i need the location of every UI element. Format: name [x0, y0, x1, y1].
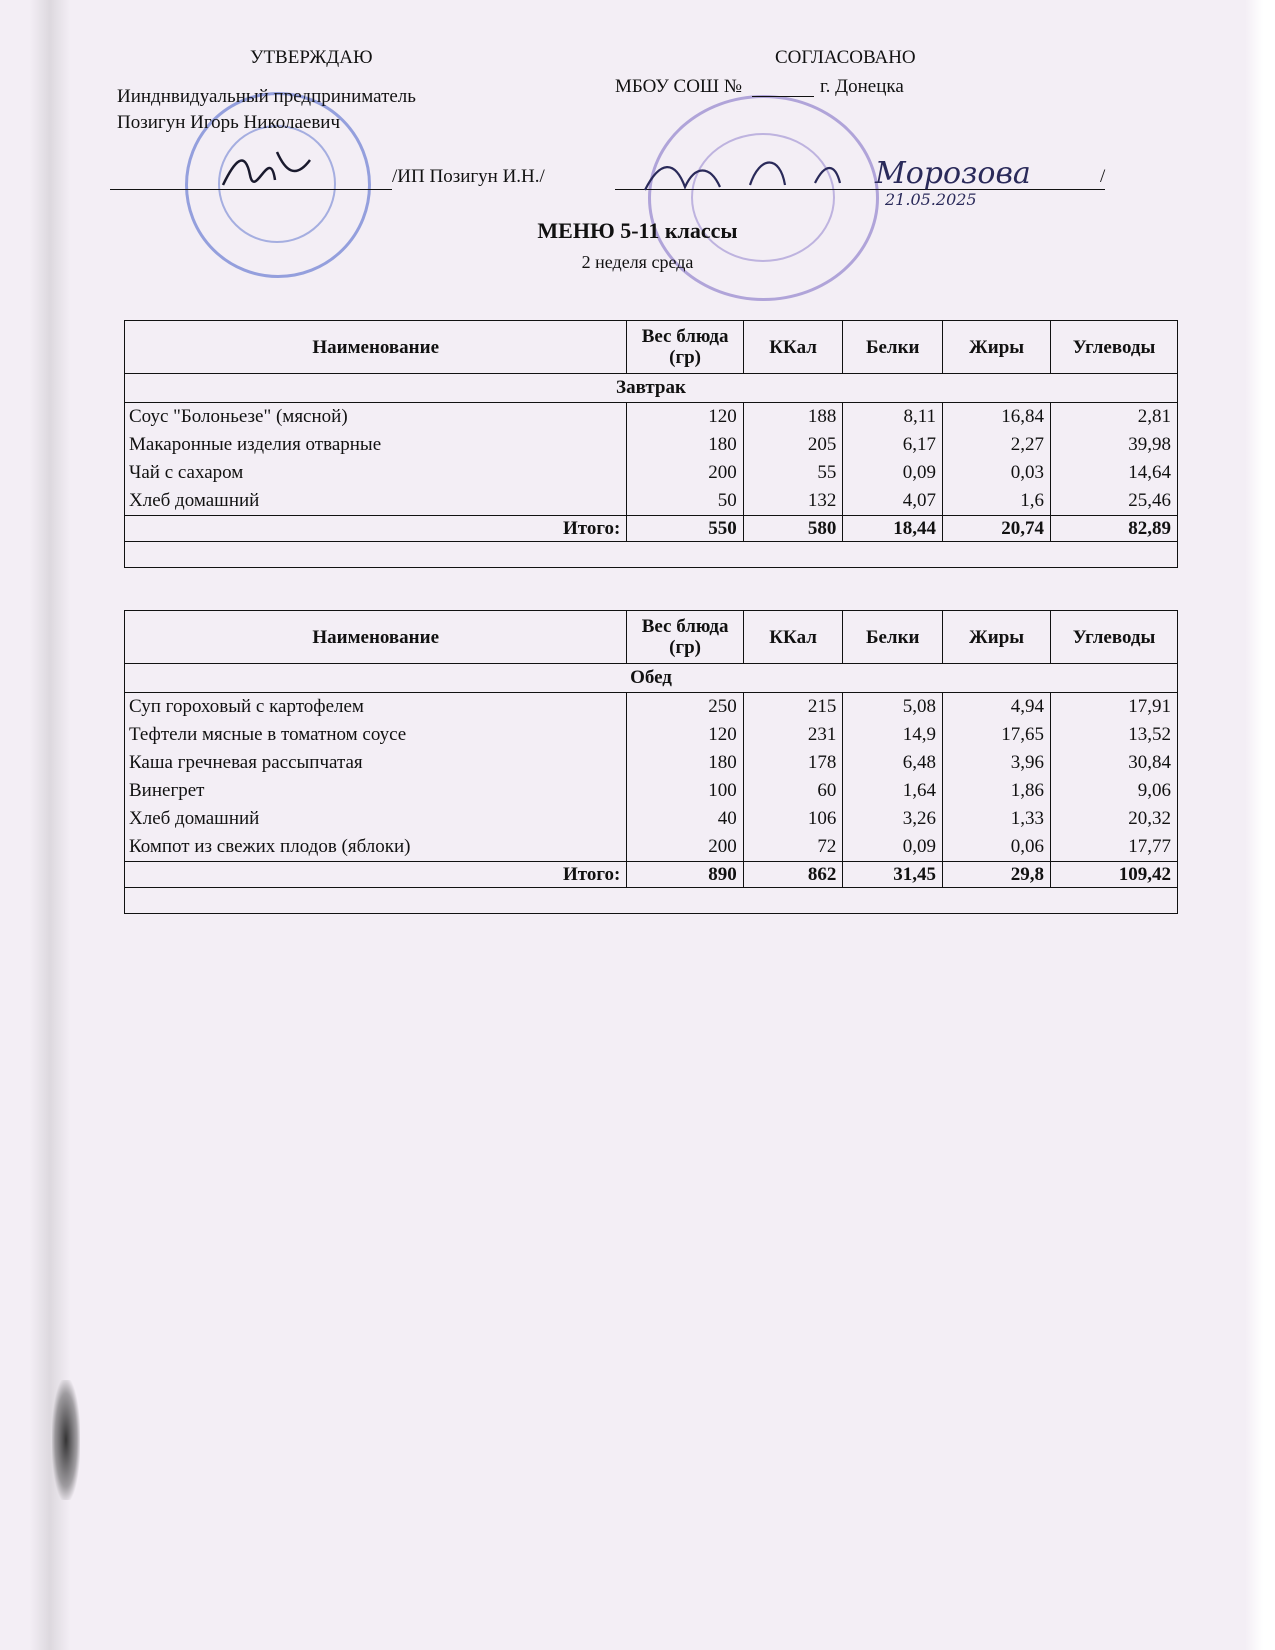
agree-signature-text: Морозова	[875, 156, 1031, 191]
total-fat: 20,74	[943, 516, 1051, 542]
total-protein: 31,45	[843, 862, 943, 888]
total-fat: 29,8	[943, 862, 1051, 888]
dish-protein: 14,9	[843, 721, 943, 749]
dish-weight: 250	[627, 693, 743, 722]
col-carbs: Углеводы	[1051, 321, 1178, 374]
col-weight: Вес блюда (гр)	[627, 611, 743, 664]
col-name: Наименование	[125, 611, 627, 664]
dish-protein: 3,26	[843, 805, 943, 833]
dish-kcal: 72	[743, 833, 843, 862]
dish-weight: 200	[627, 459, 743, 487]
dish-kcal: 55	[743, 459, 843, 487]
dish-kcal: 188	[743, 403, 843, 432]
dish-name: Компот из свежих плодов (яблоки)	[125, 833, 627, 862]
dish-name: Винегрет	[125, 777, 627, 805]
dish-fat: 3,96	[943, 749, 1051, 777]
dish-kcal: 132	[743, 487, 843, 516]
dish-carbs: 39,98	[1051, 431, 1178, 459]
total-kcal: 862	[743, 862, 843, 888]
dish-protein: 0,09	[843, 833, 943, 862]
dish-weight: 40	[627, 805, 743, 833]
col-protein: Белки	[843, 611, 943, 664]
approve-signature	[215, 140, 325, 195]
dish-carbs: 13,52	[1051, 721, 1178, 749]
scan-edge	[1245, 0, 1275, 1650]
dish-fat: 1,86	[943, 777, 1051, 805]
dish-fat: 0,06	[943, 833, 1051, 862]
approve-title: УТВЕРЖДАЮ	[250, 47, 373, 68]
total-weight: 550	[627, 516, 743, 542]
page-title: МЕНЮ 5-11 классы	[537, 218, 738, 243]
dish-weight: 100	[627, 777, 743, 805]
dish-weight: 120	[627, 403, 743, 432]
dish-weight: 180	[627, 749, 743, 777]
page-subtitle: 2 неделя среда	[581, 252, 694, 272]
dish-weight: 200	[627, 833, 743, 862]
table-header	[125, 611, 1178, 664]
dish-fat: 4,94	[943, 693, 1051, 722]
agree-signature	[640, 145, 1080, 210]
dish-carbs: 17,91	[1051, 693, 1178, 722]
dish-weight: 50	[627, 487, 743, 516]
table-row	[125, 459, 1178, 487]
total-carbs: 109,42	[1051, 862, 1178, 888]
dish-fat: 17,65	[943, 721, 1051, 749]
dish-fat: 2,27	[943, 431, 1051, 459]
agree-sign-end: /	[1100, 166, 1106, 187]
col-carbs: Углеводы	[1051, 611, 1178, 664]
section-label: Обед	[125, 664, 1178, 693]
dish-carbs: 2,81	[1051, 403, 1178, 432]
table-row	[125, 805, 1178, 833]
approve-sign-name: /ИП Позигун И.Н./	[392, 166, 545, 187]
agree-line1: МБОУ СОШ №	[615, 76, 742, 97]
section-row	[125, 664, 1178, 693]
dish-fat: 0,03	[943, 459, 1051, 487]
dish-fat: 1,6	[943, 487, 1051, 516]
section-row	[125, 374, 1178, 403]
total-kcal: 580	[743, 516, 843, 542]
dish-carbs: 17,77	[1051, 833, 1178, 862]
total-row	[125, 516, 1178, 542]
col-name: Наименование	[125, 321, 627, 374]
dish-kcal: 178	[743, 749, 843, 777]
table-row	[125, 721, 1178, 749]
approve-line1: Иинднвидуальный предприниматель	[117, 86, 416, 107]
table-row	[125, 693, 1178, 722]
col-kcal: ККал	[743, 611, 843, 664]
total-label: Итого:	[125, 862, 627, 888]
blank-row	[125, 542, 1178, 568]
dish-carbs: 9,06	[1051, 777, 1178, 805]
table-row	[125, 487, 1178, 516]
breakfast-table	[124, 320, 1178, 568]
approve-line2: Позигун Игорь Николаевич	[117, 112, 341, 133]
agree-line1-suffix: г. Донецка	[820, 76, 904, 97]
dish-protein: 6,48	[843, 749, 943, 777]
dish-carbs: 30,84	[1051, 749, 1178, 777]
table-header	[125, 321, 1178, 374]
dish-fat: 16,84	[943, 403, 1051, 432]
total-carbs: 82,89	[1051, 516, 1178, 542]
table-row	[125, 403, 1178, 432]
col-protein: Белки	[843, 321, 943, 374]
dish-name: Хлеб домашний	[125, 487, 627, 516]
total-weight: 890	[627, 862, 743, 888]
dish-carbs: 20,32	[1051, 805, 1178, 833]
table-row	[125, 833, 1178, 862]
scan-blot	[52, 1380, 80, 1500]
dish-kcal: 205	[743, 431, 843, 459]
dish-kcal: 215	[743, 693, 843, 722]
dish-protein: 1,64	[843, 777, 943, 805]
dish-kcal: 60	[743, 777, 843, 805]
dish-name: Макаронные изделия отварные	[125, 431, 627, 459]
col-weight: Вес блюда (гр)	[627, 321, 743, 374]
dish-protein: 6,17	[843, 431, 943, 459]
dish-name: Тефтели мясные в томатном соусе	[125, 721, 627, 749]
dish-kcal: 106	[743, 805, 843, 833]
dish-protein: 0,09	[843, 459, 943, 487]
dish-protein: 8,11	[843, 403, 943, 432]
dish-name: Суп гороховый с картофелем	[125, 693, 627, 722]
dish-protein: 4,07	[843, 487, 943, 516]
dish-fat: 1,33	[943, 805, 1051, 833]
dish-name: Чай с сахаром	[125, 459, 627, 487]
dish-weight: 120	[627, 721, 743, 749]
agree-title: СОГЛАСОВАНО	[775, 47, 916, 68]
table-row	[125, 777, 1178, 805]
col-fat: Жиры	[943, 611, 1051, 664]
col-fat: Жиры	[943, 321, 1051, 374]
dish-carbs: 25,46	[1051, 487, 1178, 516]
lunch-table	[124, 610, 1178, 914]
dish-carbs: 14,64	[1051, 459, 1178, 487]
agree-date: 21.05.2025	[885, 190, 977, 209]
section-label: Завтрак	[125, 374, 1178, 403]
total-label: Итого:	[125, 516, 627, 542]
dish-name: Каша гречневая рассыпчатая	[125, 749, 627, 777]
dish-name: Хлеб домашний	[125, 805, 627, 833]
dish-weight: 180	[627, 431, 743, 459]
school-number-line	[752, 96, 814, 97]
total-protein: 18,44	[843, 516, 943, 542]
blank-row	[125, 888, 1178, 914]
dish-kcal: 231	[743, 721, 843, 749]
table-row	[125, 749, 1178, 777]
table-row	[125, 431, 1178, 459]
total-row	[125, 862, 1178, 888]
dish-protein: 5,08	[843, 693, 943, 722]
col-kcal: ККал	[743, 321, 843, 374]
dish-name: Соус "Болоньезе" (мясной)	[125, 403, 627, 432]
